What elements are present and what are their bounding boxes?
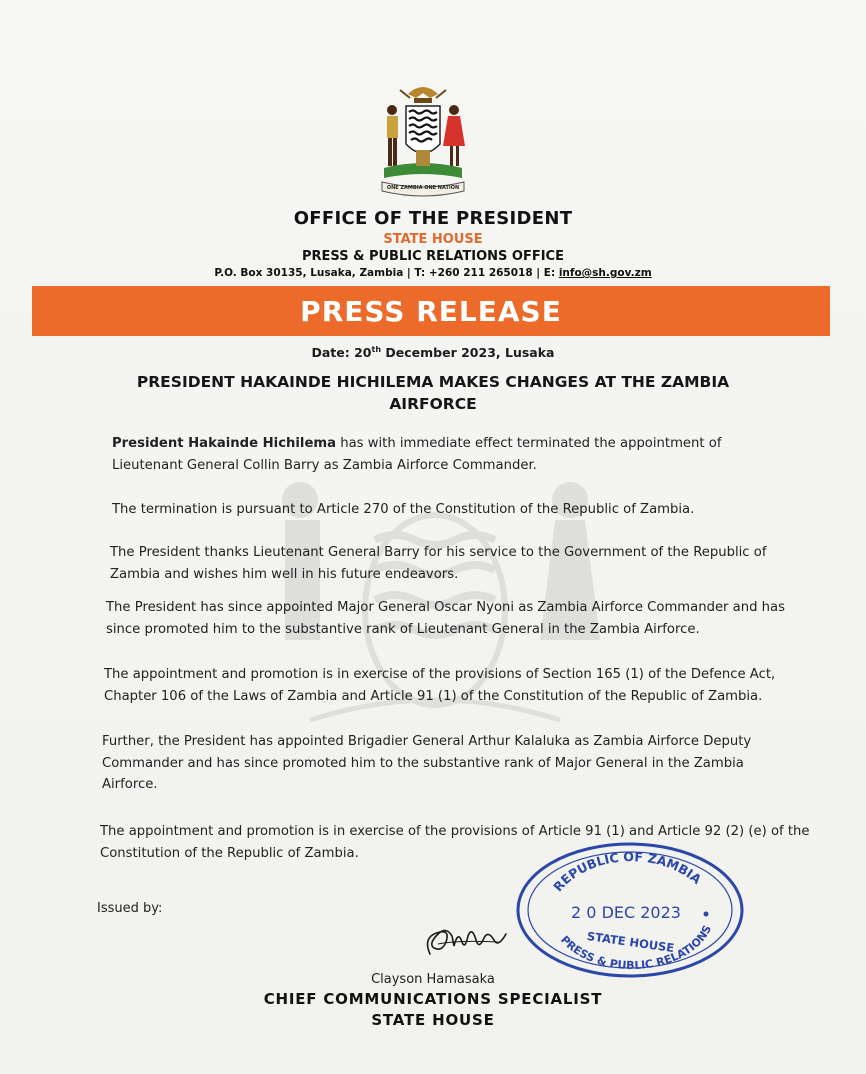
signatory-title: CHIEF COMMUNICATIONS SPECIALIST — [263, 990, 603, 1008]
official-stamp — [514, 838, 746, 980]
zambia-coat-of-arms-logo — [378, 80, 468, 198]
paragraph-3: The President thanks Lieutenant General Barry for his service to the Government of the Republic of Zambia and wishes him well in his future endeavors. — [110, 545, 767, 582]
paragraph-6: Further, the President has appointed Brigadier General Arthur Kalaluka as Zambia Airforce Deputy Commander and has since promoted him to the substantive rank of Major General in the Zambia Airforce. — [102, 734, 752, 792]
press-office-subtitle: PRESS & PUBLIC RELATIONS OFFICE — [302, 249, 564, 264]
paragraph-1-text: has with immediate effect terminated the appointment of Lieutenant General Collin Barry as Zambia Airforce Commander. — [112, 436, 722, 473]
president-name: President Hakainde Hichilema — [112, 436, 337, 451]
release-date — [0, 345, 866, 360]
date-suffix: th — [371, 345, 382, 354]
issued-by-label: Issued by: — [97, 901, 163, 916]
date-rest: December 2023, Lusaka — [381, 345, 555, 361]
date-prefix: Date: 20 — [311, 345, 372, 361]
paragraph-5: The appointment and promotion is in exercise of the provisions of Section 165 (1) of the Defence Act, Chapter 106 of the Laws of Zambia and Article 91 (1) of the Constitution of the Republic of Zambia. — [104, 667, 776, 704]
stamp-line-1: STATE HOUSE — [586, 928, 676, 956]
office-title: OFFICE OF THE PRESIDENT — [293, 208, 573, 229]
paragraph-1 — [112, 433, 762, 476]
contact-details: P.O. Box 30135, Lusaka, Zambia | T: +260 211 265018 | E: — [214, 267, 559, 279]
signatory-organization: STATE HOUSE — [371, 1011, 495, 1029]
paragraph-2: The termination is pursuant to Article 270 of the Constitution of the Republic of Zambia. — [112, 502, 695, 517]
paragraph-7: The appointment and promotion is in exercise of the provisions of Article 91 (1) and Article 92 (2) (e) of the Constitution of the Republic of Zambia. — [100, 824, 810, 861]
headline: PRESIDENT HAKAINDE HICHILEMA MAKES CHANGES AT THE ZAMBIA AIRFORCE — [136, 373, 730, 413]
stamp-top-arc: REPUBLIC OF ZAMBIA — [550, 849, 705, 895]
banner-title: PRESS RELEASE — [300, 294, 562, 328]
press-release-banner — [32, 286, 830, 336]
state-house-subtitle: STATE HOUSE — [383, 232, 483, 247]
email-link[interactable]: info@sh.gov.zm — [558, 267, 652, 279]
signatory-name: Clayson Hamasaka — [371, 972, 495, 987]
paragraph-4: The President has since appointed Major General Oscar Nyoni as Zambia Airforce Commander and has since promoted him to the substantive rank of Lieutenant General in the Zambia Airforce. — [106, 600, 785, 637]
stamp-bottom-arc: PRESS & PUBLIC RELATIONS — [557, 923, 715, 973]
handwritten-signature — [418, 914, 518, 962]
stamp-date: 2 0 DEC 2023 — [571, 903, 681, 922]
svg-text:ONE ZAMBIA ONE NATION: ONE ZAMBIA ONE NATION — [386, 185, 460, 191]
contact-line — [0, 267, 866, 279]
